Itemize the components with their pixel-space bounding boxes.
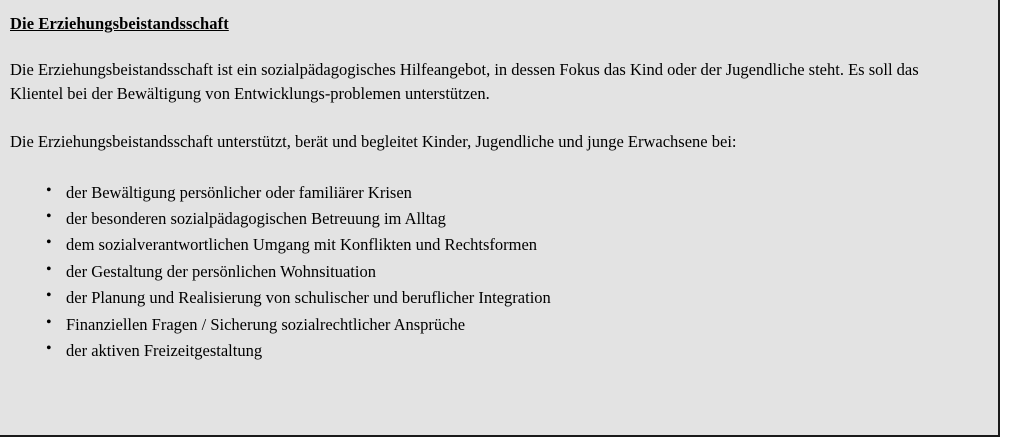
list-item: • der Bewältigung persönlicher oder familiärer Krisen	[46, 181, 970, 204]
list-item: • der Gestaltung der persönlichen Wohnsituation	[46, 260, 970, 283]
right-margin	[1002, 0, 1018, 446]
list-item: • der besonderen sozialpädagogischen Betreuung im Alltag	[46, 207, 970, 230]
list-item: • dem sozialverantwortlichen Umgang mit Konflikten und Rechtsformen	[46, 233, 970, 256]
list-item: • der Planung und Realisierung von schulischer und beruflicher Integration	[46, 286, 970, 309]
list-item: • der aktiven Freizeitgestaltung	[46, 339, 970, 362]
intro-paragraph: Die Erziehungsbeistandsschaft ist ein sozialpädagogisches Hilfeangebot, in dessen Fokus das Kind oder der Jugendliche steht. Es soll das Klientel bei der Bewältigung von Entwicklungs-problemen unterstützen.	[10, 59, 919, 104]
support-paragraph: Die Erziehungsbeistandsschaft unterstützt, berät und begleitet Kinder, Jugendliche und junge Erwachsene bei:	[10, 132, 737, 152]
bottom-margin	[0, 439, 1018, 446]
support-areas-list	[10, 181, 970, 363]
page-title: Die Erziehungsbeistandsschaft	[10, 14, 229, 33]
list-item: • Finanziellen Fragen / Sicherung sozialrechtlicher Ansprüche	[46, 313, 970, 336]
